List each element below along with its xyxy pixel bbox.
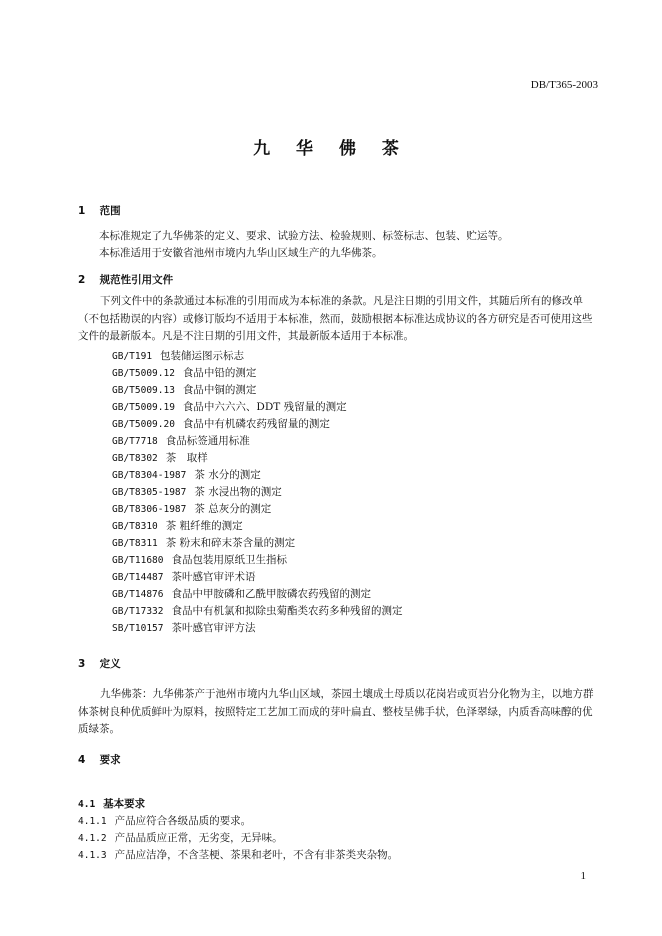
reference-code: GB/T5009.20 (112, 419, 175, 430)
reference-code: GB/T8304-1987 (112, 470, 187, 481)
section-title: 定义 (99, 658, 121, 670)
reference-code: GB/T5009.19 (112, 402, 175, 413)
reference-item (112, 552, 402, 569)
section-title: 要求 (99, 754, 121, 766)
reference-title: 食品中六六六、DDT 残留量的测定 (182, 401, 347, 413)
reference-code: SB/T10157 (112, 623, 164, 634)
standard-code: DB/T365-2003 (530, 79, 598, 91)
clause-number: 4.1.1 (78, 816, 107, 827)
clause-number: 4.1.2 (78, 833, 107, 844)
reference-code: GB/T8311 (112, 538, 158, 549)
reference-title: 茶叶感官审评术语 (171, 571, 256, 583)
reference-item (112, 467, 402, 484)
reference-title: 茶 取样 (165, 452, 208, 464)
clause-number: 4.1.3 (78, 850, 107, 861)
reference-item (112, 603, 402, 620)
page-number: 1 (580, 870, 586, 882)
reference-title: 食品包装用原纸卫生指标 (171, 554, 287, 566)
clause-text: 产品应洁净，不含茎梗、茶果和老叶，不含有非茶类夹杂物。 (114, 849, 399, 861)
section-title: 范围 (99, 205, 121, 217)
requirement-item (78, 847, 398, 864)
reference-item (112, 501, 402, 518)
section-3-heading (78, 656, 121, 671)
reference-item (112, 399, 402, 416)
clause-text: 基本要求 (103, 798, 146, 810)
reference-item (112, 433, 402, 450)
clause-number: 4.1 (78, 799, 96, 810)
requirement-item (78, 830, 398, 847)
reference-item (112, 620, 402, 637)
section-number: 1 (78, 205, 86, 217)
reference-list (112, 348, 402, 637)
reference-code: GB/T8306-1987 (112, 504, 187, 515)
reference-item (112, 569, 402, 586)
reference-item (112, 484, 402, 501)
reference-code: GB/T5009.12 (112, 368, 175, 379)
reference-code: GB/T7718 (112, 436, 158, 447)
section-1-heading (78, 203, 121, 218)
requirements-list (78, 796, 398, 864)
reference-code: GB/T14876 (112, 589, 164, 600)
reference-code: GB/T5009.13 (112, 385, 175, 396)
requirement-item (78, 813, 398, 830)
reference-code: GB/T191 (112, 351, 153, 362)
reference-title: 茶叶感官审评方法 (171, 622, 256, 634)
reference-item (112, 535, 402, 552)
reference-title: 食品中甲胺磷和乙酰甲胺磷农药残留的测定 (171, 588, 371, 600)
section-4-heading (78, 752, 121, 767)
reference-title: 食品中铅的测定 (182, 367, 257, 379)
requirement-subheading (78, 796, 398, 813)
reference-title: 茶 总灰分的测定 (194, 503, 272, 515)
reference-code: GB/T8302 (112, 453, 158, 464)
scope-paragraph-1: 本标准规定了九华佛茶的定义、要求、试验方法、检验规则、标签标志、包装、贮运等。 (99, 230, 509, 242)
section-number: 2 (78, 274, 86, 286)
reference-code: GB/T14487 (112, 572, 164, 583)
reference-item (112, 348, 402, 365)
section-2-heading (78, 272, 173, 287)
reference-item (112, 365, 402, 382)
clause-text: 产品应符合各级品质的要求。 (114, 815, 252, 827)
reference-title: 包装储运图示标志 (160, 350, 245, 362)
section-title: 规范性引用文件 (99, 274, 174, 286)
reference-item (112, 416, 402, 433)
reference-title: 茶 水浸出物的测定 (194, 486, 282, 498)
scope-paragraph-2: 本标准适用于安徽省池州市境内九华山区域生产的九华佛茶。 (99, 247, 383, 259)
reference-item (112, 382, 402, 399)
document-title: 九 华 佛 茶 (253, 139, 409, 159)
reference-title: 食品中有机磷农药残留量的测定 (182, 418, 330, 430)
reference-title: 茶 粉末和碎末茶含量的测定 (165, 537, 296, 549)
section-number: 4 (78, 754, 86, 766)
definition-paragraph: 九华佛茶：九华佛茶产于池州市境内九华山区域，茶园土壤成土母质以花岗岩或页岩分化物为主，以地方群体茶树良种优质鲜叶为原料，按照特定工艺加工而成的芽叶扁直、整枝呈佛手状，色泽翠绿，内质香高味醇的优质绿茶。 (78, 688, 594, 735)
reference-title: 食品中有机氯和拟除虫菊酯类农药多种残留的测定 (171, 605, 403, 617)
reference-title: 食品中铜的测定 (182, 384, 257, 396)
reference-title: 食品标签通用标准 (165, 435, 250, 447)
normative-intro-paragraph: 下列文件中的条款通过本标准的引用而成为本标准的条款。凡是注日期的引用文件，其随后所有的修改单（不包括勘误的内容）或修订版均不适用于本标准，然而，鼓励根据本标准达成协议的各方研究是否可使用这些文件的最新版本。凡是不注日期的引用文件，其最新版本适用于本标准。 (78, 295, 593, 342)
reference-code: GB/T17332 (112, 606, 164, 617)
reference-title: 茶 粗纤维的测定 (165, 520, 243, 532)
reference-item (112, 450, 402, 467)
reference-code: GB/T8310 (112, 521, 158, 532)
reference-code: GB/T8305-1987 (112, 487, 187, 498)
reference-title: 茶 水分的测定 (194, 469, 261, 481)
section-number: 3 (78, 658, 86, 670)
clause-text: 产品品质应正常，无劣变，无异味。 (114, 832, 283, 844)
reference-item (112, 586, 402, 603)
reference-item (112, 518, 402, 535)
reference-code: GB/T11680 (112, 555, 164, 566)
